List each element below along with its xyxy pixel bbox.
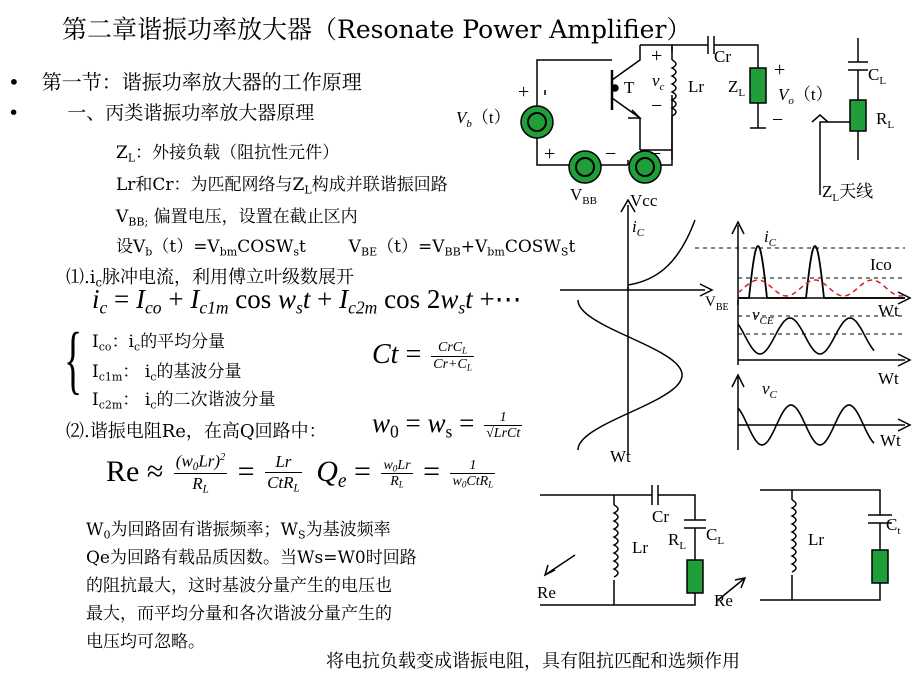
bullet-dot: • xyxy=(8,70,20,94)
ico-label: Ico xyxy=(870,255,892,274)
paragraph-line-1: $W_0$为回路固有谐振频率；$W_S$为基波频率 xyxy=(86,520,391,542)
w0-formula: $w_0 = w_s$ = $\frac{1}{\text{√LrCt}}$ xyxy=(372,408,521,442)
wave-ic-label: $i_C$ xyxy=(764,227,777,249)
re-formula: Re ≈ $\frac{(w_0Lr)^2}{R_L}$ = $\frac{Lr}{CtR_L}$ $Q_e$ = $\frac{w_0Lr}{R_L}$ = $\frac{1}{w_0CtR_L}$ xyxy=(106,451,494,496)
vcc-label: Vcc xyxy=(630,191,658,210)
def-vb-vbe: 设$V_b(t)=V_{bm}COSW_st$ $V_{BE}(t)=V_{BB}+V_{bm}COSW_St$ xyxy=(116,237,576,259)
zl-label: $Z_L$ xyxy=(728,77,746,99)
footer-note: 将电抗负载变成谐振电阻，具有阻抗匹配和选频作用 xyxy=(326,651,740,672)
eq1-rl-label: $R_L$ xyxy=(668,530,687,552)
eq1-lr-label: Lr xyxy=(632,538,649,557)
eq2-lr-label: Lr xyxy=(808,530,825,549)
vo-minus-label: − xyxy=(772,109,784,131)
vo-label: $V_o(t)$ xyxy=(778,85,833,107)
vbb-source-icon xyxy=(569,151,601,183)
component-ic2m: $I_{c2m}$： $i_c$的二次谐波分量 xyxy=(92,390,276,412)
eq1-cl-label: $C_L$ xyxy=(706,525,725,547)
eq1-cr-label: Cr xyxy=(652,507,669,526)
vcc-minus-label: − xyxy=(650,143,662,165)
rl-label: $R_L$ xyxy=(876,109,895,131)
vce-label: $v_{CE}$ xyxy=(752,305,774,327)
sources xyxy=(521,68,888,593)
antenna-label: $Z_L$天线 xyxy=(822,182,874,204)
paragraph-line-4: 最大，而平均分量和各次谐波分量产生的 xyxy=(86,604,392,624)
eq1-re-left-label: Re xyxy=(537,583,556,602)
vbb-plus-label: + xyxy=(544,143,556,165)
transfer-ic-label: $i_C$ xyxy=(632,217,645,239)
vbb-minus-label: − xyxy=(605,143,617,165)
paragraph-line-3: 的阻抗最大，这时基波分量产生的电压也 xyxy=(86,576,392,596)
paragraph-line-2: Qe为回路有载品质因数。当Ws=W0时回路 xyxy=(86,548,417,568)
vc-wave-label: $v_C$ xyxy=(762,379,777,401)
item-1-heading: $⑴.i_c$脉冲电流，利用傅立叶级数展开 xyxy=(66,267,355,290)
component-ico: $I_{co}$：$i_c$的平均分量 xyxy=(92,332,226,354)
vc-plus-label: + xyxy=(651,45,663,67)
bullet-dot: • xyxy=(8,102,20,124)
lr-label: Lr xyxy=(688,77,705,96)
vc-label: $v_c$ xyxy=(652,71,665,93)
bullet-1: • 第一节：谐振功率放大器的工作原理 xyxy=(8,70,362,94)
page-title: 第二章谐振功率放大器（Resonate Power Amplifier） xyxy=(62,15,692,44)
paragraph-line-5: 电压均可忽略。 xyxy=(86,632,205,652)
bullet-2: • 一、丙类谐振功率放大器原理 xyxy=(8,102,315,124)
fourier-series-formula: $i_c = I_{co} + I_{c1m}$ $\cos w_st + I_{c2m}$ $\cos 2w_st$ +⋯ xyxy=(92,284,522,318)
def-lr-cr: Lr和Cr：为匹配网络与$Z_L$构成并联谐振回路 xyxy=(116,175,448,197)
vo-plus-label: + xyxy=(774,59,786,81)
cr-label: Cr xyxy=(714,47,731,66)
ct-formula: Ct = $\frac{CrC_L}{Cr+C_L}$ xyxy=(372,339,472,373)
transfer-wt-label: Wt xyxy=(610,447,631,466)
vb-plus-label: + xyxy=(518,81,530,103)
item-2-heading: ⑵.谐振电阻Re，在高Q回路中： xyxy=(66,421,327,442)
rl-resistor-icon xyxy=(850,100,866,131)
component-ic1m: $I_{c1m}$： $i_c$的基波分量 xyxy=(92,362,242,384)
wave-wt-label-1: Wt xyxy=(878,301,899,320)
eq2-ct-label: $C_t$ xyxy=(886,515,901,537)
wave-wt-label-3: Wt xyxy=(880,431,901,450)
wave-wt-label-2: Wt xyxy=(878,369,899,388)
vbe-label: $V_{BE}$ xyxy=(705,294,729,313)
zl-load-icon xyxy=(750,68,766,103)
rl-resistor-icon-2 xyxy=(687,560,703,593)
vbb-label: $V_{BB}$ xyxy=(570,185,597,207)
input-drive-wave xyxy=(578,300,682,450)
def-zl: $Z_L$：外接负载（阻抗性元件） xyxy=(116,143,340,165)
eq1-re-right-label: Re xyxy=(714,591,733,610)
components-brace: { xyxy=(64,318,83,402)
vb-source-icon xyxy=(521,106,553,138)
cl-label: $C_L$ xyxy=(868,65,887,87)
load-resistor-icon-3 xyxy=(872,550,888,583)
transistor-label: T xyxy=(624,78,635,97)
def-vbb: $V_{BB;}$ 偏置电压，设置在截止区内 xyxy=(116,207,358,229)
vb-label: $V_b(t)$ xyxy=(456,108,511,130)
vc-minus-label: − xyxy=(651,95,663,117)
